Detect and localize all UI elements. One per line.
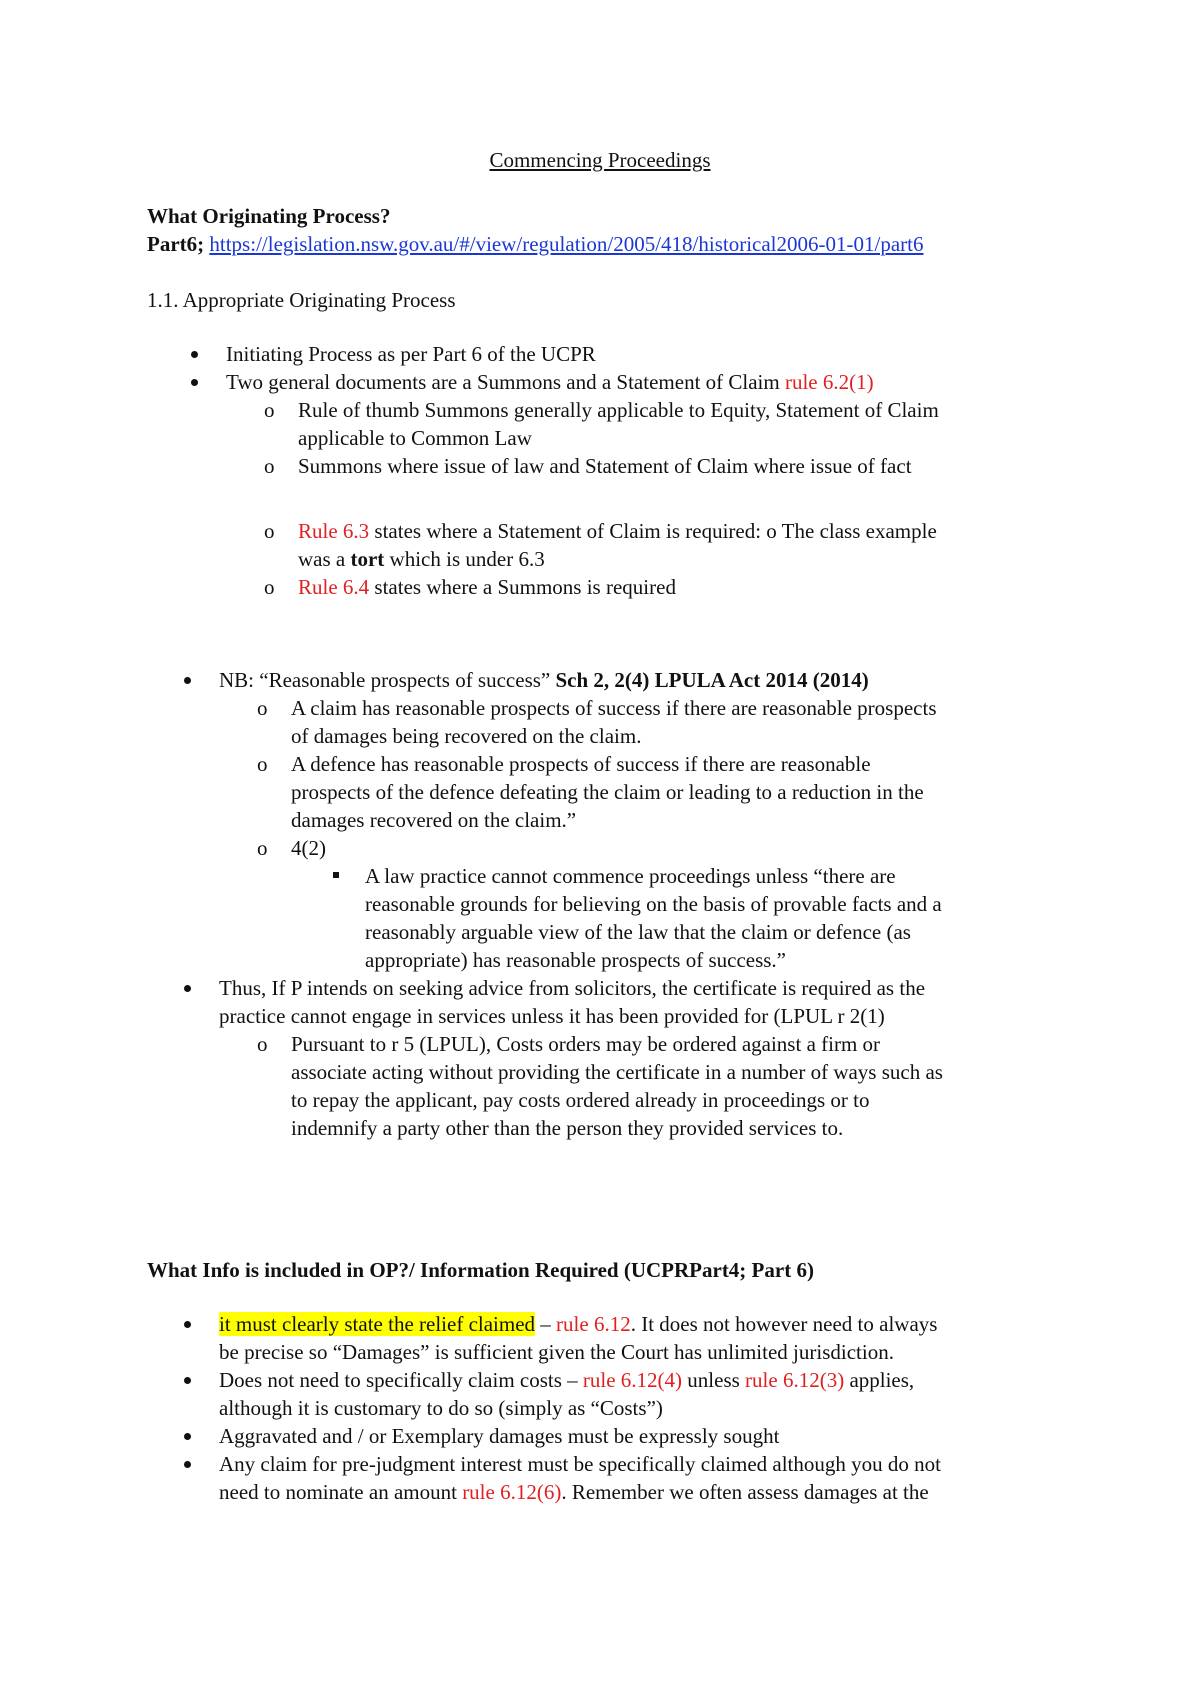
legislation-link[interactable]: https://legislation.nsw.gov.au/#/view/regulation/2005/418/historical2006-01-01/part6 — [209, 232, 924, 256]
sub-bullet-marker: o — [264, 575, 275, 599]
list-item: Thus, If P intends on seeking advice from solicitors, the certificate is required as the — [219, 976, 926, 1000]
numbered-heading: 1.1. Appropriate Originating Process — [147, 288, 456, 312]
section-heading: What Info is included in OP?/ Information Required (UCPRPart4; Part 6) — [147, 1258, 814, 1282]
part-reference — [147, 230, 923, 258]
list-item — [219, 1366, 914, 1394]
rule-reference: rule 6.12 — [556, 1312, 631, 1336]
list-item-text: Two general documents are a Summons and a Statement of Claim — [226, 370, 785, 394]
sub-bullet-marker: o — [257, 752, 268, 776]
sub-list-item-text: states where a Statement of Claim is required: o The class example — [369, 519, 937, 543]
highlighted-text: it must clearly state the relief claimed — [219, 1312, 536, 1336]
sub-sub-list-item-cont: reasonable grounds for believing on the basis of provable facts and a — [365, 892, 942, 916]
text-fragment: unless — [682, 1368, 746, 1392]
rule-reference: rule 6.12(6) — [462, 1480, 562, 1504]
list-item: Aggravated and / or Exemplary damages must be expressly sought — [219, 1424, 780, 1448]
bullet-icon — [184, 1321, 191, 1328]
sub-list-item: 4(2) — [291, 836, 326, 860]
text-fragment: which is under 6.3 — [384, 547, 545, 571]
text-fragment: Does not need to specifically claim costs – — [219, 1368, 583, 1392]
sub-bullet-marker: o — [257, 836, 268, 860]
sub-bullet-marker: o — [264, 398, 275, 422]
bold-term: tort — [350, 547, 385, 571]
sub-bullet-marker: o — [257, 696, 268, 720]
sub-list-item: Pursuant to r 5 (LPUL), Costs orders may be ordered against a firm or — [291, 1032, 881, 1056]
text-fragment: . Remember we often assess damages at the — [561, 1480, 929, 1504]
list-item — [219, 666, 869, 694]
rule-reference: rule 6.2(1) — [784, 370, 874, 394]
list-item-cont: although it is customary to do so (simply as “Costs”) — [219, 1396, 663, 1420]
section-heading: What Originating Process? — [147, 204, 391, 228]
sub-list-item: A defence has reasonable prospects of success if there are reasonable — [291, 752, 871, 776]
sub-list-item-cont: prospects of the defence defeating the claim or leading to a reduction in the — [291, 780, 924, 804]
bullet-icon — [184, 677, 191, 684]
bullet-icon — [184, 1461, 191, 1468]
sub-list-item-cont: damages recovered on the claim.” — [291, 808, 577, 832]
page-title: Commencing Proceedings — [489, 148, 711, 172]
rule-reference: Rule 6.3 — [298, 519, 370, 543]
legislation-citation: Sch 2, 2(4) LPULA Act 2014 (2014) — [555, 668, 869, 692]
list-item-cont: be precise so “Damages” is sufficient given the Court has unlimited jurisdiction. — [219, 1340, 894, 1364]
list-item-text: NB: “Reasonable prospects of success” — [219, 668, 556, 692]
text-fragment: applies, — [844, 1368, 915, 1392]
sub-bullet-marker: o — [257, 1032, 268, 1056]
text-fragment: – — [535, 1312, 557, 1336]
list-item-cont — [219, 1478, 929, 1506]
sub-list-item-cont: indemnify a party other than the person they provided services to. — [291, 1116, 844, 1140]
rule-reference: rule 6.12(3) — [745, 1368, 845, 1392]
sub-list-item-cont: applicable to Common Law — [298, 426, 532, 450]
list-item-cont: practice cannot engage in services unless it has been provided for (LPUL r 2(1) — [219, 1004, 885, 1028]
list-item: Any claim for pre-judgment interest must be specifically claimed although you do not — [219, 1452, 941, 1476]
sub-bullet-marker: o — [264, 519, 275, 543]
bullet-icon — [191, 379, 198, 386]
text-fragment: was a — [298, 547, 351, 571]
sub-sub-list-item-cont: reasonably arguable view of the law that the claim or defence (as — [365, 920, 911, 944]
sub-list-item-cont: of damages being recovered on the claim. — [291, 724, 642, 748]
rule-reference: rule 6.12(4) — [582, 1368, 683, 1392]
list-item — [219, 1310, 937, 1338]
square-bullet-icon — [333, 872, 339, 878]
sub-sub-list-item-cont: appropriate) has reasonable prospects of success.” — [365, 948, 786, 972]
sub-list-item: A claim has reasonable prospects of success if there are reasonable prospects — [291, 696, 937, 720]
list-item — [226, 368, 874, 396]
sub-list-item-cont: associate acting without providing the certificate in a number of ways such as — [291, 1060, 943, 1084]
sub-list-item-cont — [298, 545, 545, 573]
sub-list-item-text: states where a Summons is required — [369, 575, 676, 599]
bullet-icon — [184, 985, 191, 992]
bullet-icon — [184, 1433, 191, 1440]
bullet-icon — [191, 351, 198, 358]
sub-list-item: Rule of thumb Summons generally applicable to Equity, Statement of Claim — [298, 398, 939, 422]
list-item: Initiating Process as per Part 6 of the UCPR — [226, 342, 596, 366]
rule-reference: Rule 6.4 — [298, 575, 370, 599]
sub-list-item — [298, 573, 676, 601]
sub-bullet-marker: o — [264, 454, 275, 478]
text-fragment: . It does not however need to always — [630, 1312, 938, 1336]
bullet-icon — [184, 1377, 191, 1384]
sub-list-item — [298, 517, 937, 545]
sub-list-item: Summons where issue of law and Statement of Claim where issue of fact — [298, 454, 912, 478]
sub-list-item-cont: to repay the applicant, pay costs ordered already in proceedings or to — [291, 1088, 870, 1112]
text-fragment: need to nominate an amount — [219, 1480, 463, 1504]
sub-sub-list-item: A law practice cannot commence proceedings unless “there are — [365, 864, 896, 888]
part-label: Part6; — [147, 232, 205, 256]
